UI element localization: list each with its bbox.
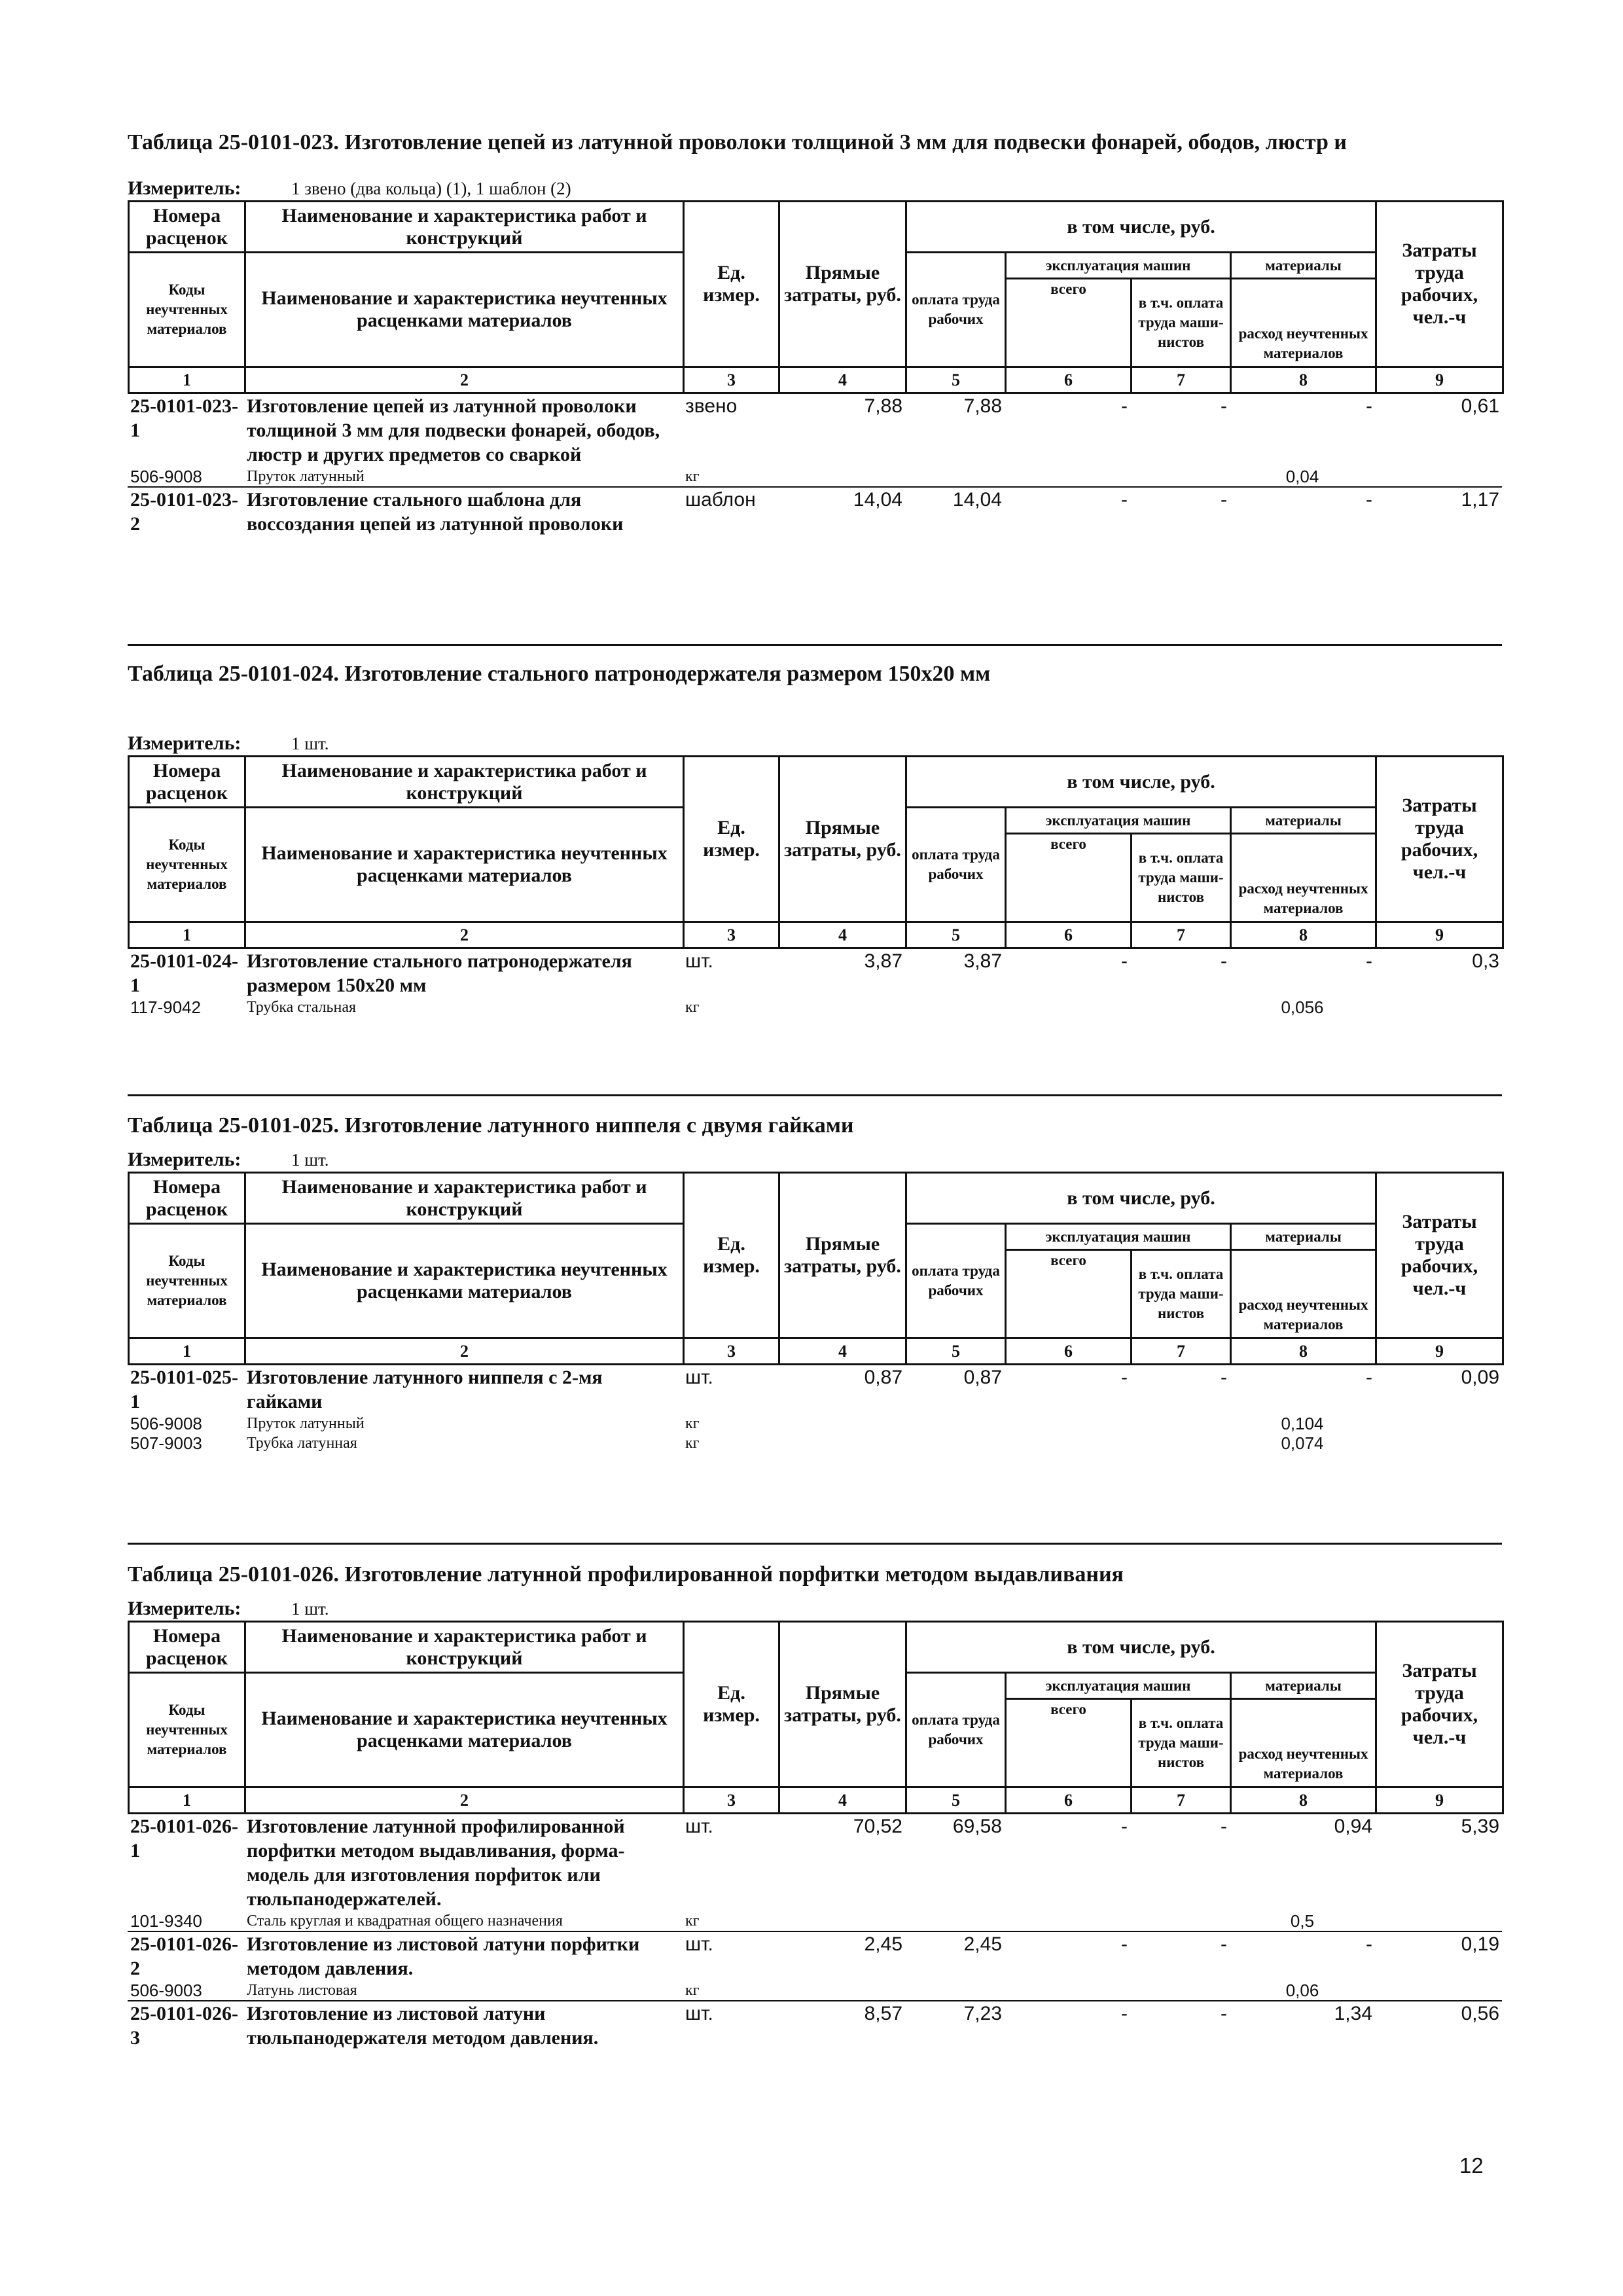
table-row — [128, 949, 1502, 997]
measure-value: 1 шт. — [291, 734, 329, 753]
col-num-8: 8 — [1231, 922, 1376, 948]
rate-materials: 1,34 — [1230, 2001, 1375, 2050]
rate-direct: 0,87 — [864, 1367, 902, 1388]
header-labor-pay: оплата труда рабочих — [906, 1673, 1006, 1787]
material-name: Сталь круглая и квадратная общего назначения — [247, 1912, 563, 1929]
material-code: 101-9340 — [130, 1911, 202, 1931]
page-number: 12 — [1459, 2153, 1484, 2178]
table-25-0101-025 — [128, 1113, 1502, 1453]
header-material-codes: Коды неучтенных материалов — [129, 1224, 245, 1338]
header-labor-hours: Затраты труда рабочих, чел.-ч — [1376, 202, 1503, 367]
rate-direct: 8,57 — [778, 2001, 905, 2050]
header-material-codes: Коды неучтенных материалов — [129, 1673, 245, 1787]
header-material-codes: Коды неучтенных материалов — [129, 253, 245, 367]
header-unit: Ед. измер. — [684, 1173, 779, 1338]
table-end-rule — [128, 644, 1502, 646]
header-rate-number: Номера расценок — [129, 1622, 245, 1673]
material-consumption: 0,5 — [1290, 1911, 1315, 1931]
header-materials: материалы — [1231, 808, 1376, 834]
material-unit: кг — [685, 1912, 700, 1929]
rate-materials: 0,94 — [1334, 1816, 1372, 1837]
material-code: 506-9008 — [130, 467, 202, 486]
col-num-5: 5 — [906, 1787, 1006, 1814]
rate-operators: - — [1221, 1367, 1227, 1388]
header-unit: Ед. измер. — [684, 1622, 779, 1787]
measure-line — [128, 1148, 1502, 1172]
col-num-6: 6 — [1006, 1787, 1132, 1814]
rate-machines: - — [1121, 950, 1128, 972]
rate-name: Изготовление из листовой латуни порфитки методом давления. — [244, 1931, 683, 1981]
header-machines: эксплуатация машин — [1006, 1224, 1231, 1250]
rate-materials: - — [1366, 1367, 1372, 1388]
rate-hours: 1,17 — [1375, 487, 1502, 536]
material-name: Трубка латунная — [247, 1435, 357, 1452]
material-code: 507-9003 — [130, 1433, 202, 1453]
col-num-4: 4 — [779, 922, 906, 948]
header-including: в том числе, руб. — [906, 1173, 1376, 1224]
header-material-consumption: расход неучтенных материалов — [1231, 834, 1376, 922]
measure-label: Измеритель: — [128, 1598, 241, 1619]
col-num-3: 3 — [684, 1787, 779, 1814]
table-end-rule — [128, 1543, 1502, 1545]
rate-name: Изготовление стального шаблона для воссоздания цепей из латунной проволоки — [244, 487, 683, 536]
rate-labor: 3,87 — [963, 950, 1002, 972]
rate-operators: - — [1221, 395, 1227, 417]
header-operators-pay: в т.ч. оплата труда маши-нистов — [1132, 1250, 1231, 1338]
material-unit: кг — [685, 1415, 700, 1432]
material-row — [128, 1981, 1502, 2001]
header-labor-hours: Затраты труда рабочих, чел.-ч — [1376, 1622, 1503, 1787]
material-row — [128, 997, 1502, 1017]
header-machines-total: всего — [1006, 1250, 1132, 1338]
material-code: 506-9003 — [130, 1981, 202, 2000]
col-num-2: 2 — [245, 922, 684, 948]
rate-labor: 2,45 — [905, 1931, 1005, 1981]
col-num-5: 5 — [906, 922, 1006, 948]
rate-materials: - — [1230, 1931, 1375, 1981]
table-body — [128, 949, 1502, 1017]
col-num-4: 4 — [779, 367, 906, 393]
header-labor-pay: оплата труда рабочих — [906, 808, 1006, 922]
header-work-name: Наименование и характеристика работ и конструкций — [245, 202, 684, 253]
header-machines-total: всего — [1006, 1699, 1132, 1787]
col-num-9: 9 — [1376, 1787, 1503, 1814]
table-25-0101-026 — [128, 1562, 1502, 2050]
material-code: 506-9008 — [130, 1414, 202, 1433]
header-operators-pay: в т.ч. оплата труда маши-нистов — [1132, 1699, 1231, 1787]
table-header — [128, 1621, 1504, 1814]
rate-operators: - — [1130, 2001, 1230, 2050]
rate-unit: звено — [685, 395, 738, 417]
rate-hours: 0,61 — [1461, 395, 1499, 417]
col-num-7: 7 — [1132, 922, 1231, 948]
rate-unit: шт. — [683, 2001, 778, 2050]
header-material-consumption: расход неучтенных материалов — [1231, 1250, 1376, 1338]
col-num-3: 3 — [684, 1338, 779, 1365]
rate-direct: 7,88 — [864, 395, 902, 417]
table-row — [128, 1365, 1502, 1414]
rate-direct: 14,04 — [778, 487, 905, 536]
rate-name: Изготовление латунного ниппеля с 2-мя гайками — [247, 1367, 603, 1412]
table-row — [128, 1931, 1502, 1981]
rate-machines: - — [1121, 395, 1128, 417]
col-num-4: 4 — [779, 1787, 906, 1814]
col-num-4: 4 — [779, 1338, 906, 1365]
rate-direct: 2,45 — [778, 1931, 905, 1981]
col-num-2: 2 — [245, 1338, 684, 1365]
col-num-2: 2 — [245, 1787, 684, 1814]
measure-label: Измеритель: — [128, 177, 241, 199]
header-unit: Ед. измер. — [684, 202, 779, 367]
measure-value: 1 шт. — [291, 1150, 329, 1170]
table-row — [128, 394, 1502, 467]
table-title: Таблица 25-0101-024. Изготовление стального патронодержателя размером 150х20 мм — [128, 662, 991, 686]
col-num-1: 1 — [129, 367, 245, 393]
material-consumption: 0,06 — [1285, 1981, 1319, 2000]
table-25-0101-024 — [128, 661, 1502, 1017]
header-direct-costs: Прямые затраты, руб. — [779, 202, 906, 367]
rate-hours: 0,3 — [1472, 950, 1499, 972]
header-unit: Ед. измер. — [684, 757, 779, 922]
header-including: в том числе, руб. — [906, 202, 1376, 253]
header-material-consumption: расход неучтенных материалов — [1231, 1699, 1376, 1787]
material-consumption: 0,104 — [1281, 1414, 1324, 1433]
table-title: Таблица 25-0101-023. Изготовление цепей из латунной проволоки толщиной 3 мм для подвески фонарей, ободов, люстр и — [128, 130, 1347, 154]
header-machines: эксплуатация машин — [1006, 1673, 1231, 1699]
col-num-5: 5 — [906, 367, 1006, 393]
measure-value: 1 звено (два кольца) (1), 1 шаблон (2) — [291, 179, 571, 198]
table-row — [128, 2001, 1502, 2050]
header-material-names: Наименование и характеристика неучтенных расценками материалов — [245, 808, 684, 922]
header-work-name: Наименование и характеристика работ и конструкций — [245, 757, 684, 808]
table-title: Таблица 25-0101-026. Изготовление латунной профилированной порфитки методом выдавливания — [128, 1562, 1124, 1587]
col-num-2: 2 — [245, 367, 684, 393]
rate-code: 25-0101-026-1 — [130, 1816, 238, 1861]
material-row — [128, 1433, 1502, 1453]
col-num-3: 3 — [684, 922, 779, 948]
header-machines: эксплуатация машин — [1006, 253, 1231, 279]
header-labor-pay: оплата труда рабочих — [906, 253, 1006, 367]
rate-materials: - — [1366, 950, 1372, 972]
header-direct-costs: Прямые затраты, руб. — [779, 1173, 906, 1338]
measure-label: Измеритель: — [128, 1149, 241, 1170]
material-name: Латунь листовая — [247, 1982, 357, 1999]
rate-labor: 14,04 — [905, 487, 1005, 536]
col-num-1: 1 — [129, 922, 245, 948]
material-row — [128, 1414, 1502, 1433]
header-materials: материалы — [1231, 1224, 1376, 1250]
rate-unit: шт. — [685, 1367, 713, 1388]
table-25-0101-023 — [128, 130, 1502, 536]
rate-name: Изготовление латунной профилированной порфитки методом выдавливания, форма-модель для изготовления порфиток или тюльпанодержателей. — [247, 1816, 625, 1910]
rate-code: 25-0101-025-1 — [130, 1367, 238, 1412]
rate-labor: 7,23 — [905, 2001, 1005, 2050]
rate-operators: - — [1130, 487, 1230, 536]
rate-hours: 0,09 — [1461, 1367, 1499, 1388]
rate-code: 25-0101-026-3 — [128, 2001, 244, 2050]
rate-unit: шаблон — [683, 487, 778, 536]
table-end-rule — [128, 1094, 1502, 1096]
col-num-6: 6 — [1006, 922, 1132, 948]
rate-code: 25-0101-023-2 — [128, 487, 244, 536]
col-num-7: 7 — [1132, 1787, 1231, 1814]
header-material-names: Наименование и характеристика неучтенных расценками материалов — [245, 1673, 684, 1787]
rate-code: 25-0101-026-2 — [128, 1931, 244, 1981]
header-operators-pay: в т.ч. оплата труда маши-нистов — [1132, 834, 1231, 922]
rate-machines: - — [1121, 1367, 1128, 1388]
header-direct-costs: Прямые затраты, руб. — [779, 757, 906, 922]
col-num-6: 6 — [1006, 367, 1132, 393]
rate-machines: - — [1005, 487, 1130, 536]
col-num-9: 9 — [1376, 922, 1503, 948]
header-material-names: Наименование и характеристика неучтенных расценками материалов — [245, 253, 684, 367]
col-num-1: 1 — [129, 1787, 245, 1814]
header-including: в том числе, руб. — [906, 757, 1376, 808]
col-num-9: 9 — [1376, 1338, 1503, 1365]
col-num-8: 8 — [1231, 367, 1376, 393]
rate-materials: - — [1366, 395, 1372, 417]
table-header — [128, 1172, 1504, 1365]
material-unit: кг — [685, 468, 700, 485]
col-num-5: 5 — [906, 1338, 1006, 1365]
rate-machines: - — [1005, 1931, 1130, 1981]
rate-hours: 0,56 — [1375, 2001, 1502, 2050]
header-direct-costs: Прямые затраты, руб. — [779, 1622, 906, 1787]
header-work-name: Наименование и характеристика работ и конструкций — [245, 1173, 684, 1224]
header-machines-total: всего — [1006, 834, 1132, 922]
rate-materials: - — [1230, 487, 1375, 536]
table-body — [128, 394, 1502, 536]
rate-direct: 70,52 — [853, 1816, 902, 1837]
rate-operators: - — [1130, 1931, 1230, 1981]
rate-name: Изготовление из листовой латуни тюльпанодержателя методом давления. — [244, 2001, 683, 2050]
material-unit: кг — [685, 1435, 700, 1452]
header-material-names: Наименование и характеристика неучтенных расценками материалов — [245, 1224, 684, 1338]
rate-unit: шт. — [685, 1816, 713, 1837]
col-num-3: 3 — [684, 367, 779, 393]
rate-hours: 0,19 — [1375, 1931, 1502, 1981]
header-including: в том числе, руб. — [906, 1622, 1376, 1673]
rate-operators: - — [1221, 950, 1227, 972]
rate-code: 25-0101-024-1 — [130, 950, 238, 996]
material-consumption: 0,074 — [1281, 1433, 1324, 1453]
header-operators-pay: в т.ч. оплата труда маши-нистов — [1132, 279, 1231, 367]
measure-label: Измеритель: — [128, 732, 241, 754]
header-rate-number: Номера расценок — [129, 1173, 245, 1224]
rate-code: 25-0101-023-1 — [130, 395, 238, 441]
table-header — [128, 200, 1504, 394]
header-work-name: Наименование и характеристика работ и конструкций — [245, 1622, 684, 1673]
material-code: 117-9042 — [130, 997, 201, 1017]
rate-labor: 0,87 — [963, 1367, 1002, 1388]
rate-direct: 3,87 — [864, 950, 902, 972]
measure-line — [128, 1597, 1502, 1621]
rate-unit: шт. — [683, 1931, 778, 1981]
header-machines: эксплуатация машин — [1006, 808, 1231, 834]
table-title: Таблица 25-0101-025. Изготовление латунного ниппеля с двумя гайками — [128, 1113, 854, 1138]
rate-unit: шт. — [685, 950, 713, 972]
header-labor-pay: оплата труда рабочих — [906, 1224, 1006, 1338]
col-num-1: 1 — [129, 1338, 245, 1365]
col-num-7: 7 — [1132, 1338, 1231, 1365]
material-consumption: 0,056 — [1281, 997, 1324, 1017]
header-materials: материалы — [1231, 1673, 1376, 1699]
material-row — [128, 467, 1502, 487]
header-materials: материалы — [1231, 253, 1376, 279]
rate-operators: - — [1221, 1816, 1227, 1837]
table-body — [128, 1814, 1502, 2050]
rate-name: Изготовление стального патронодержателя размером 150х20 мм — [247, 950, 632, 996]
rate-hours: 5,39 — [1461, 1816, 1499, 1837]
rate-name: Изготовление цепей из латунной проволоки толщиной 3 мм для подвески фонарей, ободов, люстр и других предметов со сваркой — [247, 395, 660, 465]
material-name: Трубка стальная — [247, 999, 357, 1016]
measure-value: 1 шт. — [291, 1599, 329, 1619]
header-labor-hours: Затраты труда рабочих, чел.-ч — [1376, 757, 1503, 922]
col-num-8: 8 — [1231, 1787, 1376, 1814]
header-material-codes: Коды неучтенных материалов — [129, 808, 245, 922]
measure-line — [128, 177, 1502, 200]
measure-line — [128, 732, 1502, 755]
material-name: Пруток латунный — [247, 1415, 365, 1432]
material-name: Пруток латунный — [247, 468, 365, 485]
rate-labor: 7,88 — [963, 395, 1002, 417]
col-num-9: 9 — [1376, 367, 1503, 393]
table-row — [128, 1814, 1502, 1911]
material-unit: кг — [685, 1982, 700, 1999]
rate-labor: 69,58 — [952, 1816, 1002, 1837]
header-machines-total: всего — [1006, 279, 1132, 367]
header-material-consumption: расход неучтенных материалов — [1231, 279, 1376, 367]
material-consumption: 0,04 — [1285, 467, 1319, 486]
col-num-7: 7 — [1132, 367, 1231, 393]
table-header — [128, 755, 1504, 949]
col-num-8: 8 — [1231, 1338, 1376, 1365]
rate-machines: - — [1005, 2001, 1130, 2050]
material-row — [128, 1911, 1502, 1931]
material-unit: кг — [685, 999, 700, 1016]
header-labor-hours: Затраты труда рабочих, чел.-ч — [1376, 1173, 1503, 1338]
table-body — [128, 1365, 1502, 1453]
table-row — [128, 487, 1502, 536]
col-num-6: 6 — [1006, 1338, 1132, 1365]
header-rate-number: Номера расценок — [129, 202, 245, 253]
header-rate-number: Номера расценок — [129, 757, 245, 808]
rate-machines: - — [1121, 1816, 1128, 1837]
